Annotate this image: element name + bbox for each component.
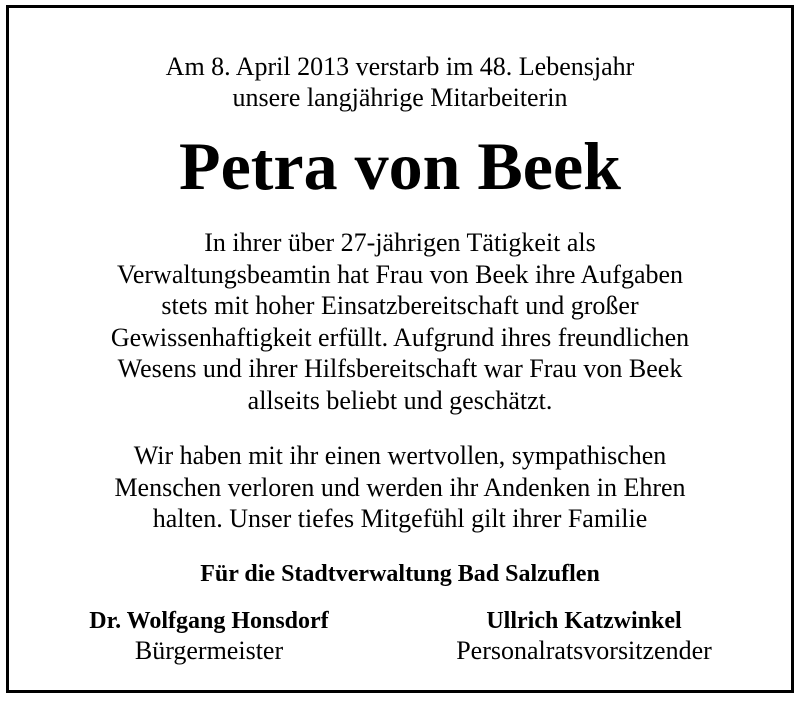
signer-name: Ullrich Katzwinkel	[486, 608, 682, 634]
tribute-line: In ihrer über 27-jährigen Tätigkeit als	[204, 228, 596, 257]
obituary-notice	[6, 5, 794, 693]
condolence-line: halten. Unser tiefes Mitgefühl gilt ihrer Familie	[152, 504, 648, 534]
condolence-line: Menschen verloren und werden ihr Andenken in Ehren	[114, 472, 686, 502]
tribute-paragraph	[9, 227, 791, 417]
deceased-name: Petra von Beek	[179, 128, 621, 204]
tribute-line: allseits beliebt und geschätzt.	[247, 385, 553, 415]
notice-content	[9, 8, 791, 690]
condolence-paragraph	[9, 440, 791, 535]
intro-line-1: Am 8. April 2013 verstarb im 48. Lebensjahr	[165, 52, 635, 81]
condolence-line: Wir haben mit ihr einen wertvollen, sympathischen	[133, 441, 667, 470]
signer-role: Personalratsvorsitzender	[456, 636, 712, 665]
organization-line: Für die Stadtverwaltung Bad Salzuflen	[200, 561, 600, 587]
signer-name: Dr. Wolfgang Honsdorf	[89, 608, 329, 634]
intro-line-2: unsere langjährige Mitarbeiterin	[232, 83, 568, 112]
tribute-line: stets mit hoher Einsatzbereitschaft und großer	[161, 291, 639, 321]
tribute-line: Verwaltungsbeamtin hat Frau von Beek ihre Aufgaben	[116, 259, 684, 289]
signer-mayor	[49, 606, 369, 666]
signer-role: Bürgermeister	[134, 636, 284, 665]
tribute-line: Wesens und ihrer Hilfsbereitschaft war Frau von Beek	[117, 354, 683, 384]
tribute-line: Gewissenhaftigkeit erfüllt. Aufgrund ihres freundlichen	[110, 322, 690, 352]
signer-staff-council	[414, 606, 754, 666]
